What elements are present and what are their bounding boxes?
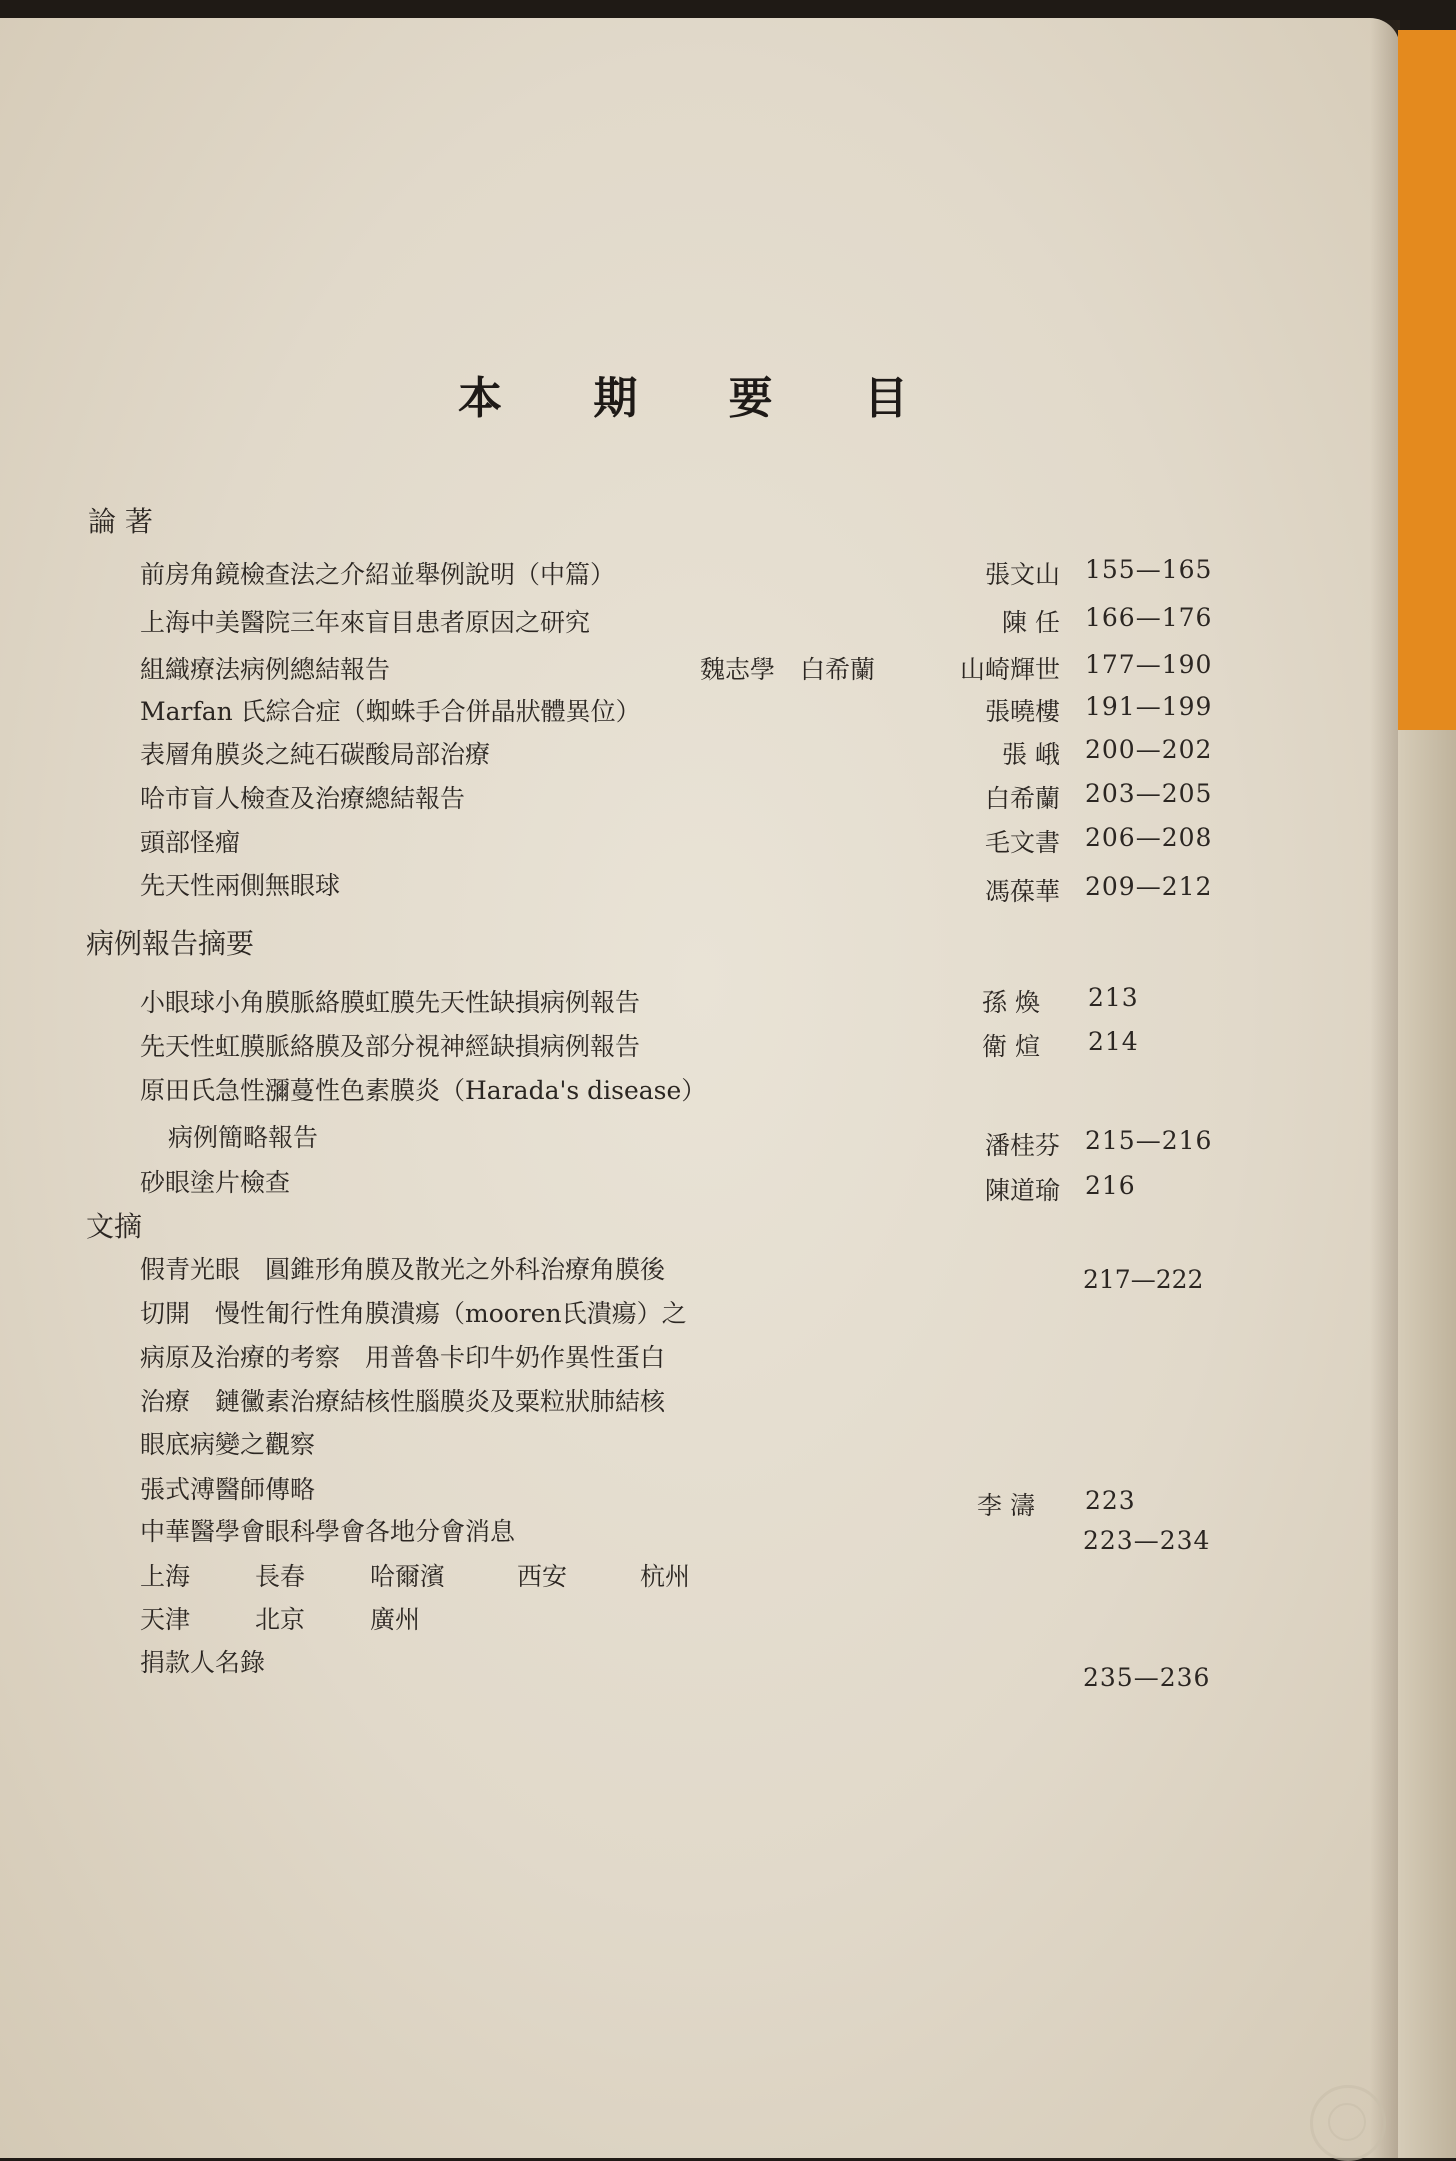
toc-row	[0, 1071, 1400, 1111]
toc-title: 張式溥醫師傳略	[140, 1475, 316, 1504]
city-name: 上海	[140, 1562, 191, 1591]
toc-row	[0, 866, 1400, 906]
toc-pages: 177—190	[1085, 650, 1213, 679]
orange-cover-edge	[1398, 30, 1456, 730]
toc-title: Marfan 氏綜合症（蜘蛛手合併晶狀體異位）	[140, 697, 641, 726]
toc-title: 先天性虹膜脈絡膜及部分視神經缺損病例報告	[140, 1032, 641, 1061]
toc-title: 哈市盲人檢查及治療總結報告	[140, 784, 466, 813]
toc-title: 頭部怪瘤	[140, 828, 241, 857]
toc-row	[0, 735, 1400, 775]
toc-pages: 216	[1085, 1171, 1136, 1200]
abstract-line: 切開 慢性匍行性角膜潰瘍（mooren氏潰瘍）之	[140, 1299, 687, 1328]
page-title: 本 期 要 目	[458, 373, 946, 424]
abstract-line: 治療 鏈黴素治療結核性腦膜炎及粟粒狀肺結核	[140, 1387, 666, 1416]
toc-author: 張曉樓	[984, 697, 1060, 726]
section-heading-wenzhai: 文摘	[86, 1210, 143, 1243]
toc-row	[0, 555, 1400, 595]
city-name: 長春	[255, 1562, 306, 1591]
toc-title: 捐款人名錄	[140, 1648, 266, 1677]
toc-pages: 206—208	[1085, 823, 1213, 852]
toc-pages: 209—212	[1085, 872, 1213, 901]
toc-row	[0, 779, 1400, 819]
abstract-line: 眼底病變之觀察	[140, 1430, 316, 1459]
toc-row	[0, 1470, 1400, 1520]
city-name: 哈爾濱	[370, 1562, 446, 1591]
toc-author: 張 峨	[1002, 740, 1060, 769]
toc-pages: 203—205	[1085, 779, 1213, 808]
toc-row	[0, 1163, 1400, 1203]
toc-pages: 200—202	[1085, 735, 1213, 764]
toc-title: 前房角鏡檢查法之介紹並舉例說明（中篇）	[140, 560, 616, 589]
toc-row	[0, 1118, 1400, 1158]
toc-pages: 223—234	[1083, 1526, 1211, 1555]
toc-author: 陳 任	[1002, 608, 1060, 637]
toc-pages: 191—199	[1085, 692, 1213, 721]
toc-title: 組織療法病例總結報告	[140, 655, 391, 684]
toc-author: 白希蘭	[984, 784, 1060, 813]
toc-author: 毛文書	[984, 828, 1060, 857]
toc-title: 中華醫學會眼科學會各地分會消息	[140, 1517, 516, 1546]
toc-author: 馮葆華	[984, 877, 1060, 906]
toc-author: 孫 煥	[982, 988, 1040, 1017]
toc-pages: 214	[1088, 1027, 1139, 1056]
toc-row	[0, 1027, 1400, 1067]
toc-row	[0, 1643, 1400, 1692]
toc-title: 病例簡略報告	[168, 1123, 319, 1152]
toc-author: 山崎輝世	[959, 655, 1060, 684]
toc-title: 砂眼塗片檢查	[140, 1168, 291, 1197]
toc-row	[0, 983, 1400, 1023]
toc-author: 潘桂芬	[984, 1131, 1060, 1160]
city-name: 北京	[255, 1605, 306, 1634]
toc-author: 陳道瑜	[984, 1176, 1060, 1205]
toc-title: 原田氏急性瀰蔓性色素膜炎（Harada's disease）	[140, 1076, 707, 1105]
toc-row	[0, 650, 1400, 690]
city-name: 天津	[140, 1605, 191, 1634]
toc-row	[0, 823, 1400, 863]
toc-author: 張文山	[984, 560, 1060, 589]
city-name: 西安	[517, 1562, 568, 1591]
abstract-pages: 217—222	[1083, 1265, 1204, 1294]
toc-co-authors: 魏志學 白希蘭	[700, 655, 876, 684]
toc-author: 李 濤	[977, 1491, 1035, 1520]
toc-row	[0, 692, 1400, 732]
toc-title: 表層角膜炎之純石碳酸局部治療	[140, 740, 491, 769]
toc-title: 小眼球小角膜脈絡膜虹膜先天性缺損病例報告	[140, 988, 641, 1017]
city-name: 杭州	[640, 1562, 691, 1591]
toc-pages: 155—165	[1085, 555, 1213, 584]
toc-title: 上海中美醫院三年來盲目患者原因之研究	[140, 608, 591, 637]
toc-row	[0, 603, 1400, 643]
toc-pages: 166—176	[1085, 603, 1213, 632]
toc-pages: 213	[1088, 983, 1139, 1012]
watermark-seal-inner	[1328, 2103, 1366, 2141]
city-name: 廣州	[370, 1605, 421, 1634]
underlying-pages	[1398, 730, 1456, 2158]
section-heading-bingli: 病例報告摘要	[86, 927, 255, 960]
toc-row	[0, 1512, 1400, 1555]
abstract-line: 假青光眼 圓錐形角膜及散光之外科治療角膜後	[140, 1255, 666, 1284]
toc-pages: 235—236	[1083, 1663, 1211, 1692]
abstract-line: 病原及治療的考察 用普魯卡印牛奶作異性蛋白	[140, 1343, 666, 1372]
toc-pages: 215—216	[1085, 1126, 1213, 1155]
toc-title: 先天性兩側無眼球	[140, 871, 341, 900]
toc-pages: 223	[1085, 1486, 1136, 1515]
toc-author: 衛 煊	[982, 1032, 1040, 1061]
section-heading-lunzhu: 論 著	[88, 505, 153, 538]
